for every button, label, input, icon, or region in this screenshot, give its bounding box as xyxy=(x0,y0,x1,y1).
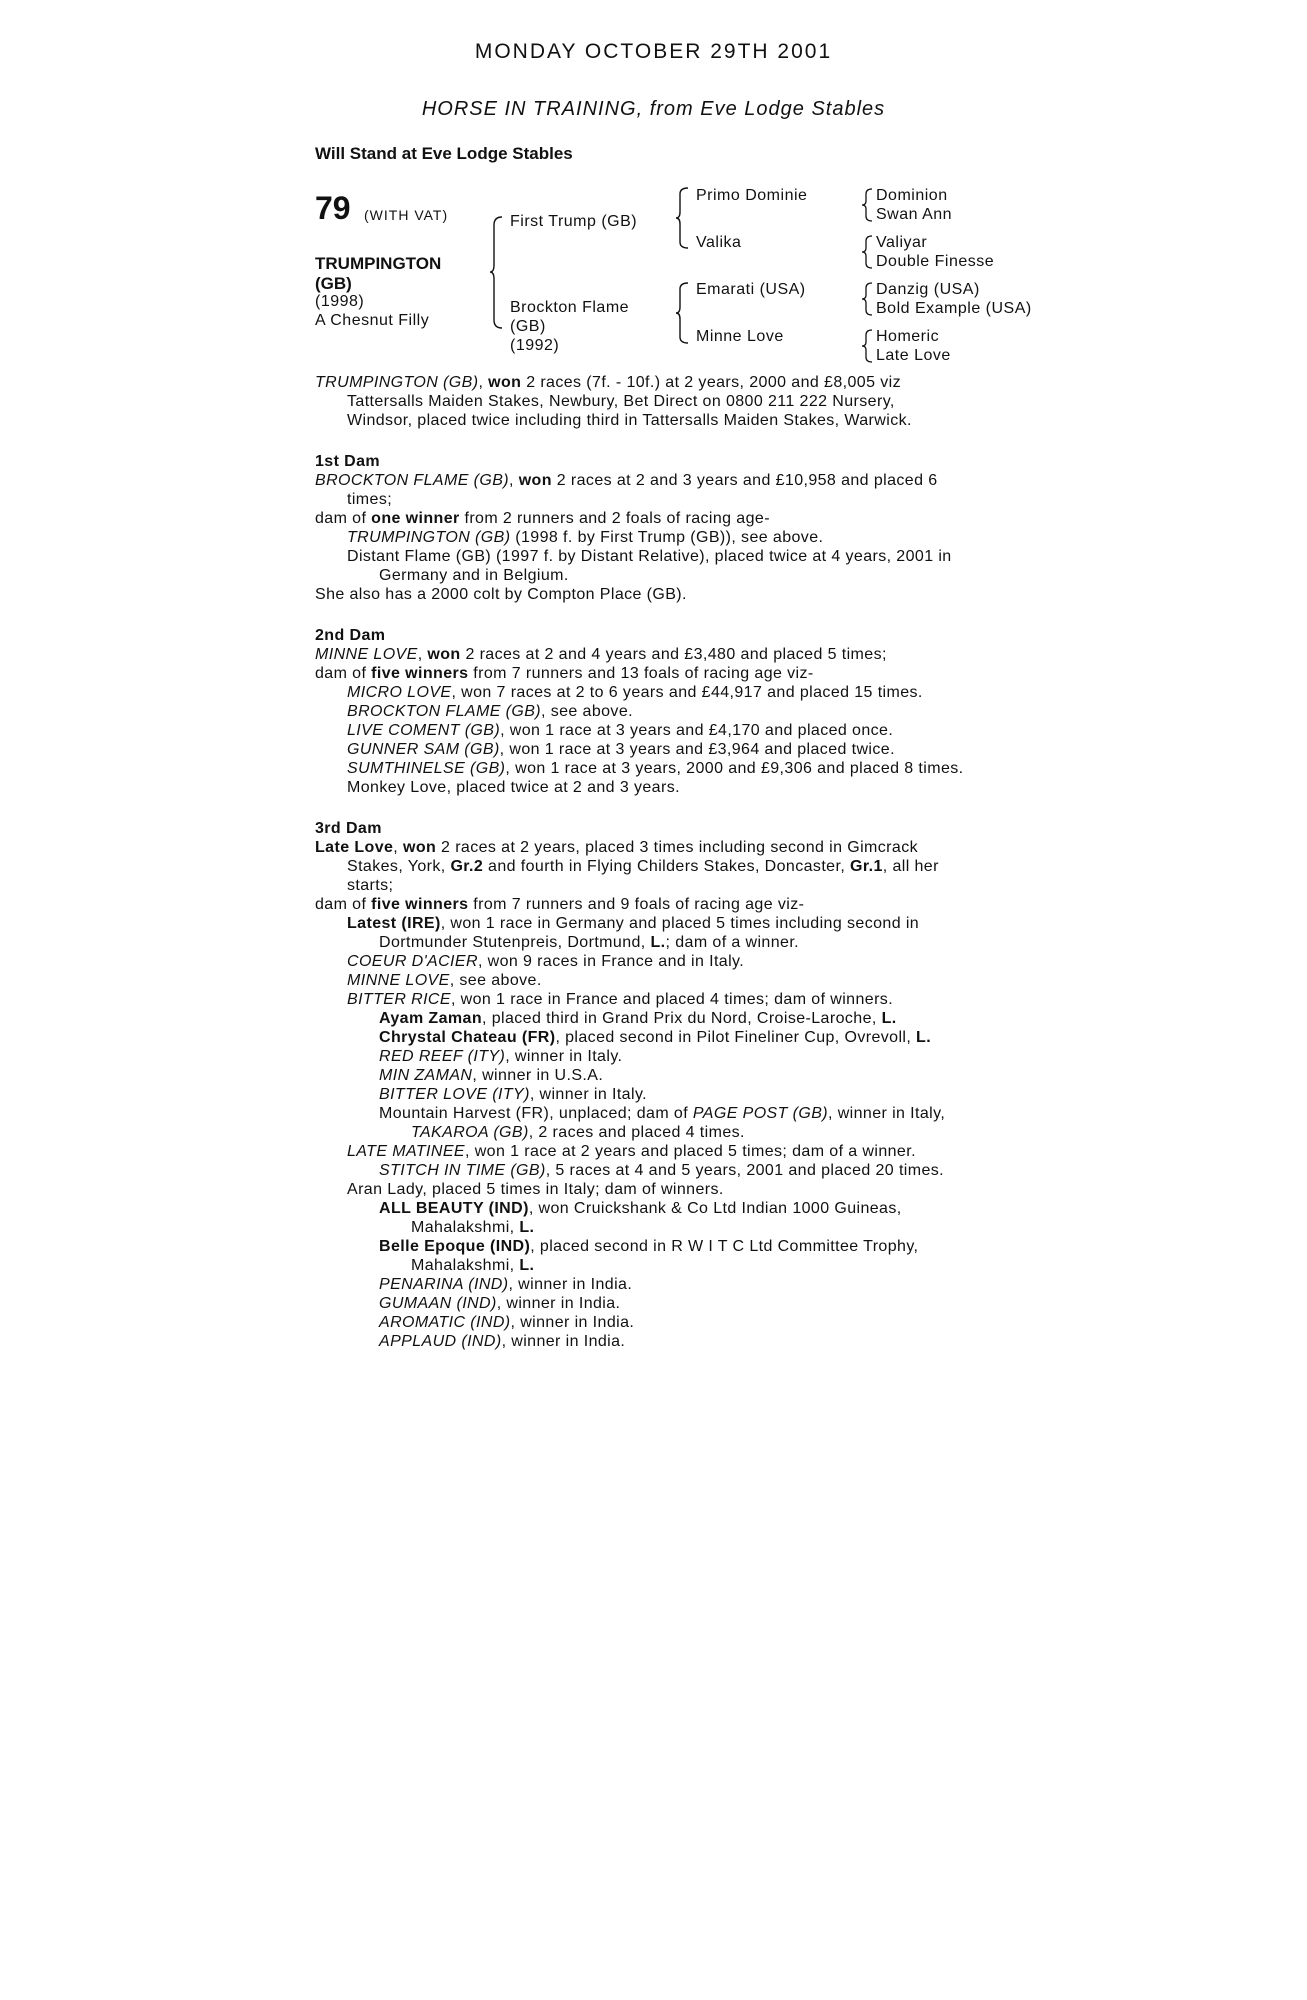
race-record xyxy=(315,373,1000,1351)
entry-penarina-name: PENARINA (IND) xyxy=(379,1276,509,1293)
entry-belle-epoque-listed: L. xyxy=(519,1257,535,1274)
entry-aran-lady: Aran Lady, placed 5 times in Italy; dam of winners. xyxy=(347,1181,724,1198)
vat-note: (WITH VAT) xyxy=(364,207,449,223)
entry-min-zaman-name: MIN ZAMAN xyxy=(379,1067,473,1084)
third-dam-rest: 2 races at 2 years, placed 3 times including second in Gimcrack xyxy=(436,839,919,856)
second-dam-produce-post: from 7 runners and 13 foals of racing age viz- xyxy=(468,665,814,682)
intro-rest: 2 races (7f. - 10f.) at 2 years, 2000 and £8,005 viz xyxy=(521,374,901,391)
pedigree-g2: Swan Ann xyxy=(876,206,953,223)
first-dam-entry-2: Distant Flame (GB) (1997 f. by Distant Relative), placed twice at 4 years, 2001 in xyxy=(347,548,952,565)
entry-aromatic-name: AROMATIC (IND) xyxy=(379,1314,511,1331)
entry-aromatic-rest: , winner in India. xyxy=(510,1314,635,1331)
pedigree-dam-dam: Minne Love xyxy=(696,328,784,345)
entry-all-beauty-name: ALL BEAUTY (IND) xyxy=(379,1200,529,1217)
second-dam-entry-3 xyxy=(315,721,1000,740)
pedigree-g8: Late Love xyxy=(876,347,951,364)
first-dam-entry-2-cont: Germany and in Belgium. xyxy=(379,567,569,584)
entry-aromatic xyxy=(315,1313,1000,1332)
entry-belle-epoque xyxy=(315,1237,1000,1256)
second-dam-produce-bold: five winners xyxy=(371,665,469,682)
horse-name xyxy=(315,254,441,294)
pedigree-sire-dam: Valika xyxy=(696,234,742,251)
entry-bitter-love-rest: , winner in Italy. xyxy=(529,1086,647,1103)
second-dam-entry-4-name: GUNNER SAM (GB) xyxy=(347,741,500,758)
intro-line3: Windsor, placed twice including third in Tattersalls Maiden Stakes, Warwick. xyxy=(347,412,912,429)
lot-subtitle: HORSE IN TRAINING, from Eve Lodge Stables xyxy=(421,98,886,120)
entry-gumaan xyxy=(315,1294,1000,1313)
pedigree-dam-line1: Brockton Flame xyxy=(510,299,630,316)
entry-ayam-name: Ayam Zaman xyxy=(379,1010,482,1027)
entry-stitch-rest: , 5 races at 4 and 5 years, 2001 and placed 20 times. xyxy=(545,1162,945,1179)
third-dam-line3: starts; xyxy=(347,877,394,894)
third-dam-line2-post: , all her xyxy=(882,858,939,875)
entry-chrystal-name: Chrystal Chateau (FR) xyxy=(379,1029,556,1046)
second-dam-entry-1 xyxy=(315,683,1000,702)
pedigree-brace-dam xyxy=(676,281,690,345)
entry-coeur-name: COEUR D'ACIER xyxy=(347,953,478,970)
entry-all-beauty xyxy=(315,1199,1000,1218)
third-dam-gr1: Gr.1 xyxy=(850,858,883,875)
entry-latest-cont-pre: Dortmunder Stutenpreis, Dortmund, xyxy=(379,934,651,951)
pedigree-dam-sire: Emarati (USA) xyxy=(696,281,806,298)
entry-applaud xyxy=(315,1332,1000,1351)
entry-late-matinee xyxy=(315,1142,1000,1161)
entry-all-beauty-cont xyxy=(315,1218,1000,1237)
entry-all-beauty-listed: L. xyxy=(519,1219,535,1236)
first-dam-produce xyxy=(315,509,1000,528)
entry-minne xyxy=(315,971,1000,990)
pedigree-g4: Double Finesse xyxy=(876,253,995,270)
entry-belle-epoque-cont xyxy=(315,1256,1000,1275)
second-dam-entry-2 xyxy=(315,702,1000,721)
first-dam-line2: times; xyxy=(347,491,393,508)
pedigree-sire: First Trump (GB) xyxy=(510,213,638,230)
entry-applaud-rest: , winner in India. xyxy=(501,1333,626,1350)
horse-name-line1: TRUMPINGTON xyxy=(315,254,442,273)
entry-gumaan-name: GUMAAN (IND) xyxy=(379,1295,497,1312)
entry-coeur xyxy=(315,952,1000,971)
first-dam-produce-bold: one winner xyxy=(371,510,460,527)
entry-coeur-rest: , won 9 races in France and in Italy. xyxy=(477,953,745,970)
first-dam-entry-1 xyxy=(315,528,1000,547)
second-dam-entry-2-name: BROCKTON FLAME (GB) xyxy=(347,703,541,720)
second-dam-entry-2-rest: , see above. xyxy=(541,703,633,720)
sale-date: MONDAY OCTOBER 29TH 2001 xyxy=(474,40,833,63)
entry-bitter-rice-name: BITTER RICE xyxy=(347,991,451,1008)
third-dam-produce-bold: five winners xyxy=(371,896,469,913)
entry-ayam xyxy=(315,1009,1000,1028)
first-dam-produce-pre: dam of xyxy=(315,510,372,527)
entry-penarina-rest: , winner in India. xyxy=(508,1276,633,1293)
horse-name-line2: (GB) xyxy=(315,274,352,293)
second-dam-entry-3-name: LIVE COMENT (GB) xyxy=(347,722,501,739)
entry-belle-epoque-rest: , placed second in R W I T C Ltd Committee Trophy, xyxy=(530,1238,919,1255)
pedigree-g5: Danzig (USA) xyxy=(876,281,980,298)
entry-latest-name: Latest (IRE) xyxy=(347,915,441,932)
second-dam-entry-5 xyxy=(315,759,1000,778)
third-dam-won: won xyxy=(403,839,437,856)
entry-bitter-rice xyxy=(315,990,1000,1009)
second-dam-entry-5-rest: , won 1 race at 3 years, 2000 and £9,306 and placed 8 times. xyxy=(505,760,964,777)
first-dam-entry-1-rest: (1998 f. by First Trump (GB)), see above. xyxy=(510,529,824,546)
horse-year: (1998) xyxy=(315,293,365,310)
second-dam-rest: 2 races at 2 and 4 years and £3,480 and placed 5 times; xyxy=(460,646,887,663)
entry-takaroa-rest: , 2 races and placed 4 times. xyxy=(528,1124,745,1141)
first-dam-won: won xyxy=(518,472,552,489)
second-dam-line1: MINNE LOVE, won 2 races at 2 and 4 years and £3,480 and placed 5 times; xyxy=(315,646,887,663)
pedigree-brace-g3 xyxy=(862,281,874,317)
entry-red-reef-name: RED REEF (ITY) xyxy=(379,1048,506,1065)
entry-mountain-post: , winner in Italy, xyxy=(828,1105,946,1122)
pedigree-brace-g2 xyxy=(862,234,874,270)
pedigree-g6: Bold Example (USA) xyxy=(876,300,1032,317)
entry-chrystal-rest: , placed second in Pilot Fineliner Cup, Ovrevoll, xyxy=(555,1029,917,1046)
third-dam-line2-pre: Stakes, York, xyxy=(347,858,451,875)
entry-takaroa xyxy=(315,1123,1000,1142)
pedigree-g3: Valiyar xyxy=(876,234,928,251)
third-dam-heading: 3rd Dam xyxy=(315,820,382,837)
third-dam-line1: Late Love, won 2 races at 2 years, placed 3 times including second in Gimcrack xyxy=(315,839,919,856)
entry-chrystal-listed: L. xyxy=(916,1029,932,1046)
entry-takaroa-name: TAKAROA (GB) xyxy=(411,1124,529,1141)
entry-min-zaman-rest: , winner in U.S.A. xyxy=(472,1067,604,1084)
third-dam-gr2: Gr.2 xyxy=(450,858,484,875)
entry-min-zaman xyxy=(315,1066,1000,1085)
entry-bitter-love-name: BITTER LOVE (ITY) xyxy=(379,1086,530,1103)
intro-won: won xyxy=(488,374,522,391)
entry-all-beauty-cont-pre: Mahalakshmi, xyxy=(411,1219,520,1236)
first-dam-also: She also has a 2000 colt by Compton Place (GB). xyxy=(315,586,687,603)
second-dam-entry-1-rest: , won 7 races at 2 to 6 years and £44,917 and placed 15 times. xyxy=(451,684,923,701)
entry-bitter-love xyxy=(315,1085,1000,1104)
entry-latest-cont-post: ; dam of a winner. xyxy=(665,934,800,951)
entry-late-matinee-rest: , won 1 race at 2 years and placed 5 times; dam of a winner. xyxy=(465,1143,916,1160)
second-dam-entry-6: Monkey Love, placed twice at 2 and 3 years. xyxy=(347,779,680,796)
third-dam-produce-post: from 7 runners and 9 foals of racing age viz- xyxy=(468,896,805,913)
pedigree-brace-g4 xyxy=(862,328,874,364)
second-dam-entry-1-name: MICRO LOVE xyxy=(347,684,452,701)
entry-bitter-rice-rest: , won 1 race in France and placed 4 times; dam of winners. xyxy=(450,991,894,1008)
pedigree-dam xyxy=(510,298,629,355)
entry-minne-name: MINNE LOVE xyxy=(347,972,450,989)
first-dam-line1: BROCKTON FLAME (GB), won 2 races at 2 and 3 years and £10,958 and placed 6 xyxy=(315,472,938,489)
entry-ayam-listed: L. xyxy=(881,1010,897,1027)
lot-number: 79 xyxy=(315,190,351,226)
entry-applaud-name: APPLAUD (IND) xyxy=(379,1333,502,1350)
third-dam-line2-mid: and fourth in Flying Childers Stakes, Doncaster, xyxy=(483,858,851,875)
intro-line1: TRUMPINGTON (GB), won 2 races (7f. - 10f.) at 2 years, 2000 and £8,005 viz xyxy=(315,374,901,391)
entry-gumaan-rest: , winner in India. xyxy=(496,1295,621,1312)
entry-late-matinee-name: LATE MATINEE xyxy=(347,1143,466,1160)
second-dam-name: MINNE LOVE xyxy=(315,646,418,663)
entry-latest-listed: L. xyxy=(650,934,666,951)
entry-latest xyxy=(315,914,1000,933)
entry-mountain-name: PAGE POST (GB) xyxy=(692,1105,829,1122)
entry-all-beauty-rest: , won Cruickshank & Co Ltd Indian 1000 Guineas, xyxy=(528,1200,902,1217)
entry-stitch xyxy=(315,1161,1000,1180)
third-dam-line2 xyxy=(315,857,1000,876)
entry-latest-rest: , won 1 race in Germany and placed 5 times including second in xyxy=(440,915,920,932)
entry-belle-epoque-name: Belle Epoque (IND) xyxy=(379,1238,531,1255)
first-dam-name: BROCKTON FLAME (GB) xyxy=(315,472,509,489)
second-dam-produce xyxy=(315,664,1000,683)
pedigree-g1: Dominion xyxy=(876,187,948,204)
entry-minne-rest: , see above. xyxy=(449,972,542,989)
entry-chrystal xyxy=(315,1028,1000,1047)
second-dam-entry-3-rest: , won 1 race at 3 years and £4,170 and placed once. xyxy=(500,722,894,739)
second-dam-produce-pre: dam of xyxy=(315,665,372,682)
pedigree-dam-line2: (GB) xyxy=(510,318,546,335)
entry-penarina xyxy=(315,1275,1000,1294)
intro-horse-name: TRUMPINGTON (GB) xyxy=(315,374,479,391)
entry-red-reef xyxy=(315,1047,1000,1066)
pedigree-brace-main xyxy=(490,215,504,330)
pedigree-sire-sire: Primo Dominie xyxy=(696,187,808,204)
first-dam-rest: 2 races at 2 and 3 years and £10,958 and placed 6 xyxy=(551,472,938,489)
second-dam-entry-4 xyxy=(315,740,1000,759)
entry-latest-cont xyxy=(315,933,1000,952)
second-dam-heading: 2nd Dam xyxy=(315,627,386,644)
third-dam-produce-pre: dam of xyxy=(315,896,372,913)
pedigree-g7: Homeric xyxy=(876,328,940,345)
second-dam-entry-5-name: SUMTHINELSE (GB) xyxy=(347,760,506,777)
entry-mountain-pre: Mountain Harvest (FR), unplaced; dam of xyxy=(379,1105,693,1122)
horse-description: A Chesnut Filly xyxy=(315,312,430,329)
stand-location: Will Stand at Eve Lodge Stables xyxy=(315,144,573,163)
second-dam-won: won xyxy=(427,646,461,663)
second-dam-entry-4-rest: , won 1 race at 3 years and £3,964 and placed twice. xyxy=(499,741,895,758)
entry-red-reef-rest: , winner in Italy. xyxy=(505,1048,623,1065)
first-dam-heading: 1st Dam xyxy=(315,453,381,470)
pedigree-brace-g1 xyxy=(862,187,874,223)
intro-line2: Tattersalls Maiden Stakes, Newbury, Bet Direct on 0800 211 222 Nursery, xyxy=(347,393,895,410)
first-dam-produce-post: from 2 runners and 2 foals of racing age- xyxy=(459,510,770,527)
entry-ayam-rest: , placed third in Grand Prix du Nord, Croise-Laroche, xyxy=(482,1010,882,1027)
pedigree-brace-sire xyxy=(676,186,690,250)
first-dam-entry-1-name: TRUMPINGTON (GB) xyxy=(347,529,511,546)
third-dam-produce xyxy=(315,895,1000,914)
entry-mountain xyxy=(315,1104,1000,1123)
entry-belle-epoque-cont-pre: Mahalakshmi, xyxy=(411,1257,520,1274)
pedigree-dam-line3: (1992) xyxy=(510,337,560,354)
third-dam-name: Late Love xyxy=(315,839,394,856)
entry-stitch-name: STITCH IN TIME (GB) xyxy=(379,1162,546,1179)
